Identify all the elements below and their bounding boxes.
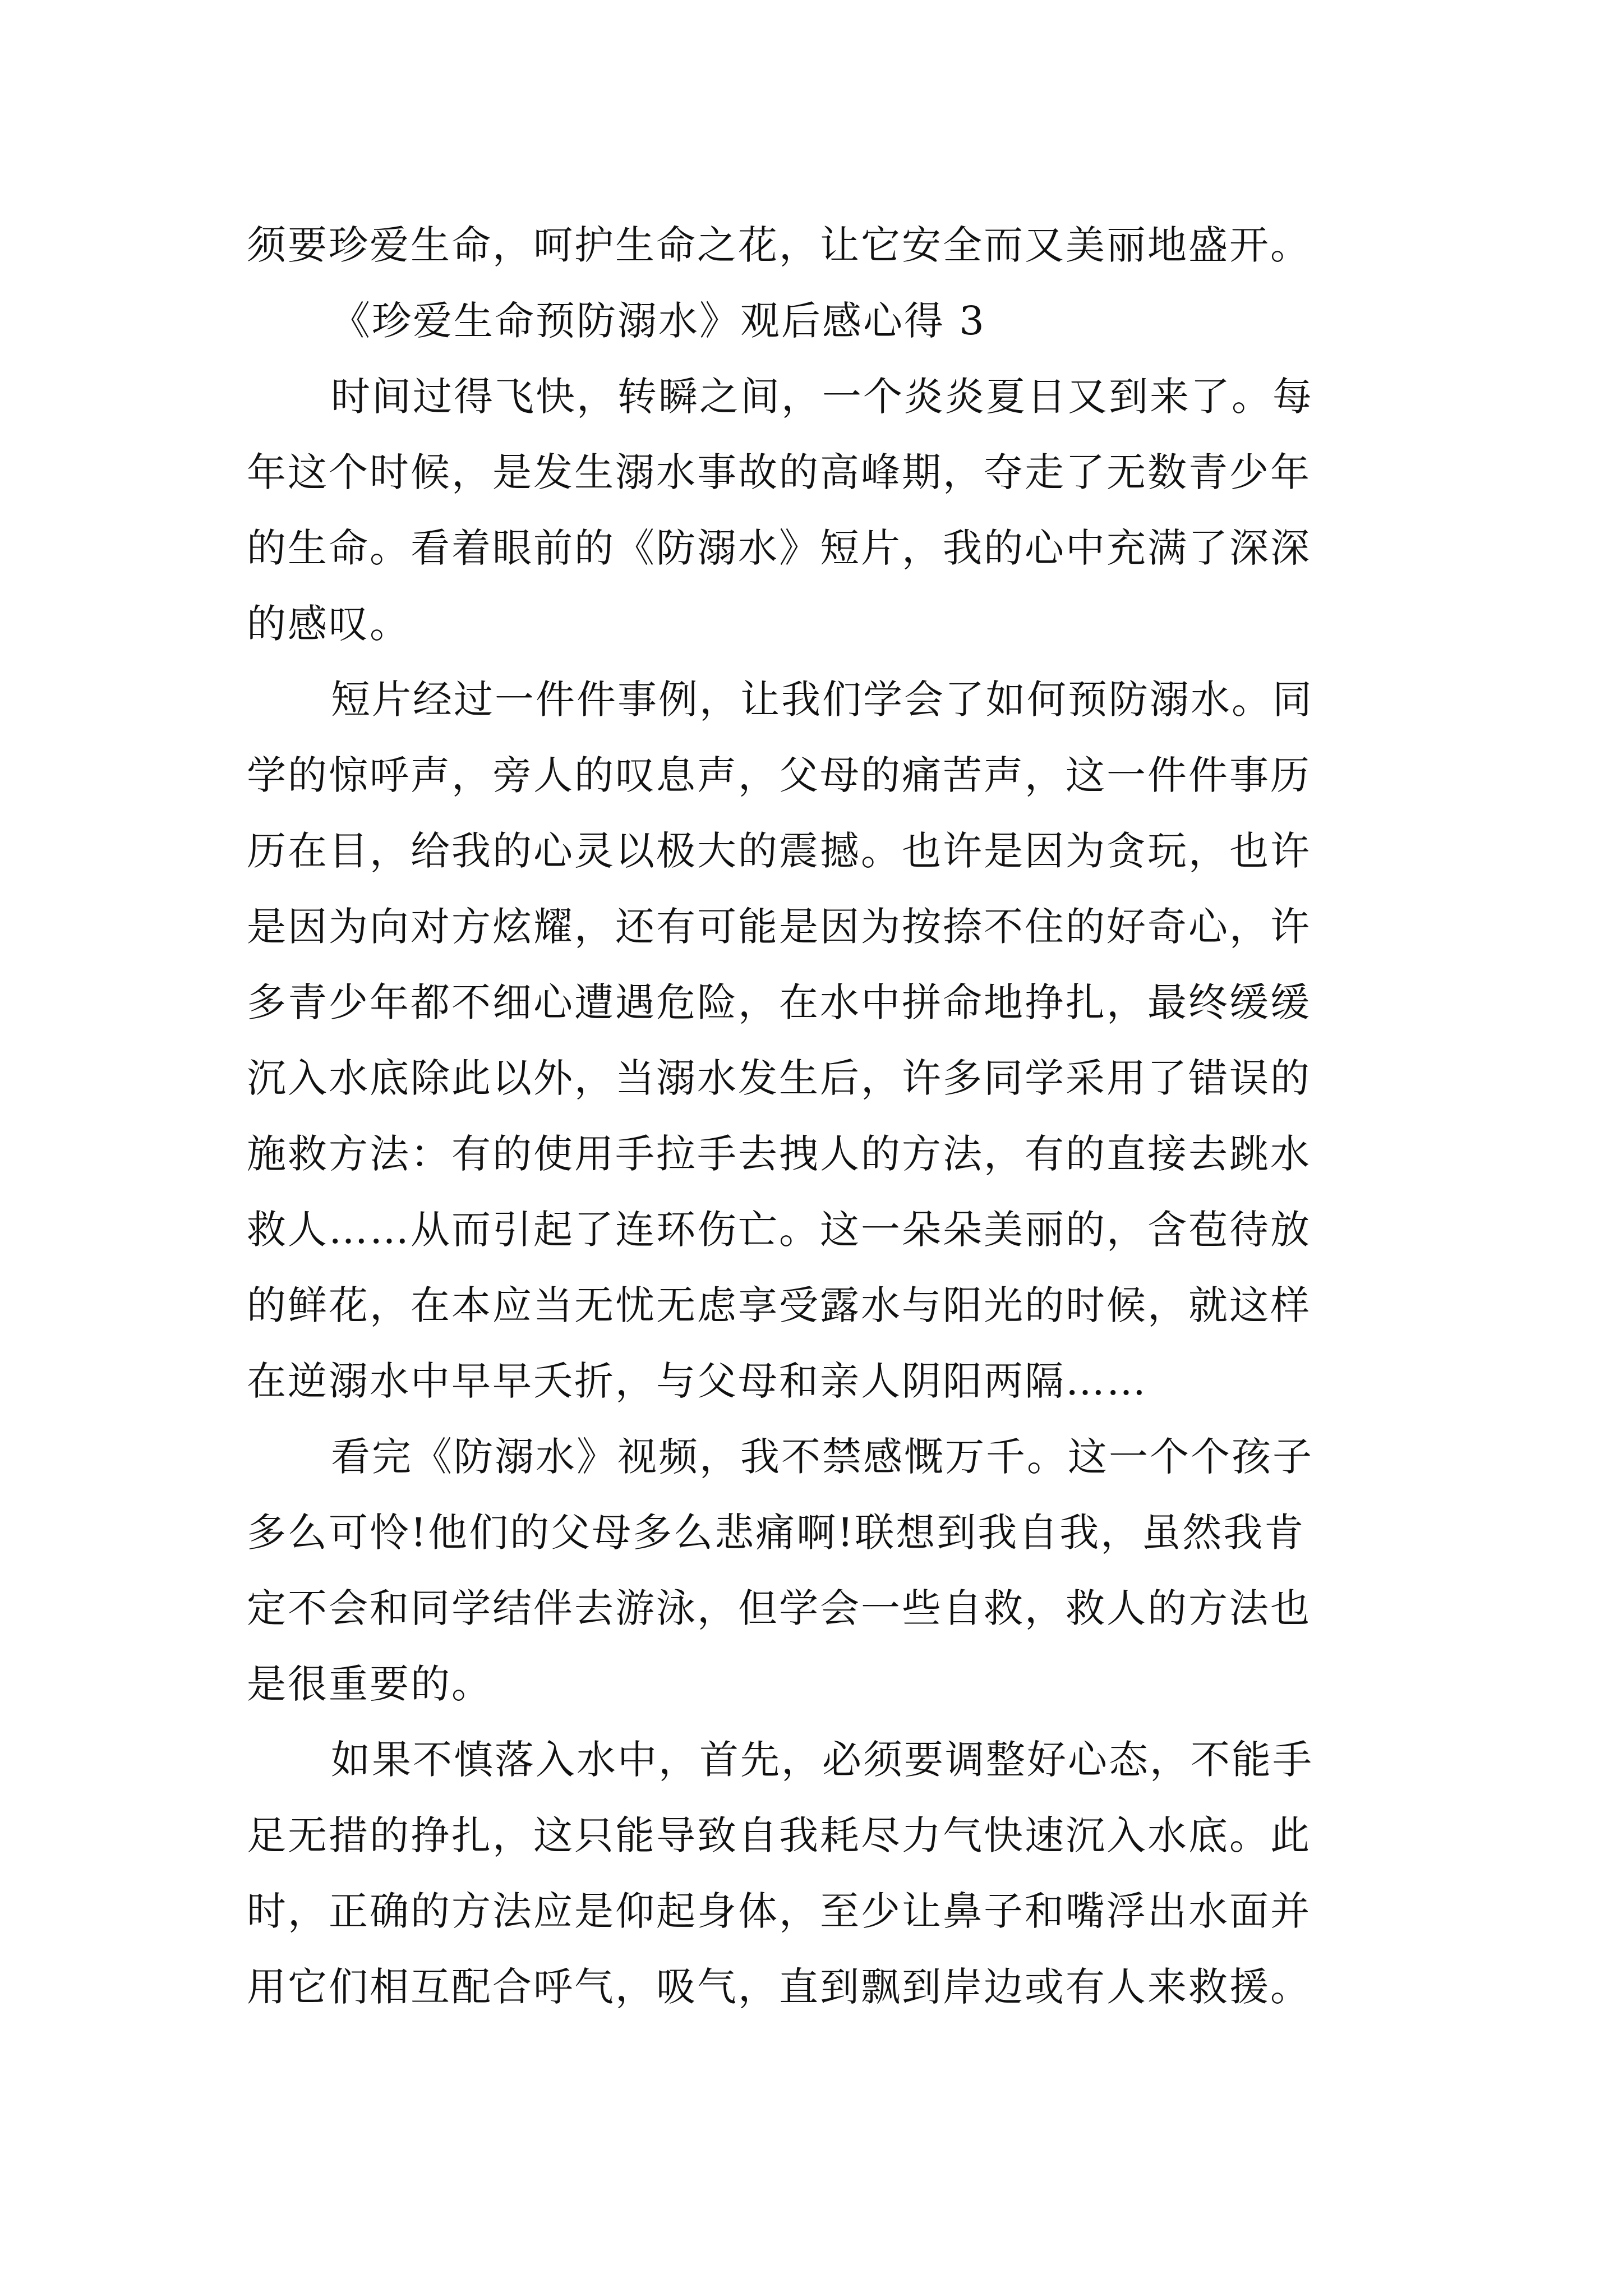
paragraph-line: 的感叹。 bbox=[247, 601, 411, 647]
paragraph-4 bbox=[247, 1722, 1385, 2025]
paragraph-line: 是因为向对方炫耀，还有可能是因为按捺不住的好奇心，许 bbox=[247, 904, 1311, 950]
section-title: 《珍爱生命预防溺水》观后感心得 3 bbox=[331, 298, 986, 344]
paragraph-line: 看完《防溺水》视频，我不禁感慨万千。这一个个孩子 bbox=[331, 1434, 1313, 1480]
paragraph-line: 短片经过一件件事例，让我们学会了如何预防溺水。同 bbox=[331, 677, 1313, 723]
paragraph-line: 学的惊呼声，旁人的叹息声，父母的痛苦声，这一件件事历 bbox=[247, 752, 1311, 798]
paragraph-line: 在逆溺水中早早夭折，与父母和亲人阴阳两隔…… bbox=[247, 1358, 1147, 1404]
paragraph-line: 历在目，给我的心灵以极大的震撼。也许是因为贪玩，也许 bbox=[247, 828, 1311, 874]
paragraph-line: 年这个时候，是发生溺水事故的高峰期，夺走了无数青少年 bbox=[247, 449, 1311, 495]
paragraph-line: 时，正确的方法应是仰起身体，至少让鼻子和嘴浮出水面并 bbox=[247, 1888, 1311, 1934]
paragraph-line: 救人……从而引起了连环伤亡。这一朵朵美丽的，含苞待放 bbox=[247, 1207, 1311, 1253]
document-page bbox=[247, 208, 1385, 2025]
paragraph-line: 施救方法：有的使用手拉手去拽人的方法，有的直接去跳水 bbox=[247, 1131, 1311, 1177]
paragraph-line: 的鲜花，在本应当无忧无虑享受露水与阳光的时候，就这样 bbox=[247, 1282, 1311, 1328]
paragraph-line: 足无措的挣扎，这只能导致自我耗尽力气快速沉入水底。此 bbox=[247, 1812, 1311, 1858]
paragraph-line: 的生命。看着眼前的《防溺水》短片，我的心中充满了深深 bbox=[247, 525, 1311, 571]
paragraph-3 bbox=[247, 1419, 1385, 1722]
paragraph-1 bbox=[247, 359, 1385, 662]
paragraph-line: 定不会和同学结伴去游泳，但学会一些自救，救人的方法也 bbox=[247, 1585, 1311, 1631]
paragraph-line: 是很重要的。 bbox=[247, 1661, 492, 1707]
paragraph-2 bbox=[247, 662, 1385, 1419]
paragraph-line: 沉入水底除此以外，当溺水发生后，许多同学采用了错误的 bbox=[247, 1055, 1311, 1101]
paragraph-line: 多么可怜!他们的父母多么悲痛啊!联想到我自我，虽然我肯 bbox=[247, 1510, 1306, 1556]
paragraph-line: 多青少年都不细心遭遇危险，在水中拼命地挣扎，最终缓缓 bbox=[247, 979, 1311, 1025]
continuation-line: 须要珍爱生命，呵护生命之花，让它安全而又美丽地盛开。 bbox=[247, 222, 1311, 268]
paragraph-line: 时间过得飞快，转瞬之间，一个炎炎夏日又到来了。每 bbox=[331, 374, 1313, 420]
paragraph-line: 如果不慎落入水中，首先，必须要调整好心态，不能手 bbox=[331, 1737, 1313, 1783]
paragraph-line: 用它们相互配合呼气，吸气，直到飘到岸边或有人来救援。 bbox=[247, 1964, 1311, 2010]
